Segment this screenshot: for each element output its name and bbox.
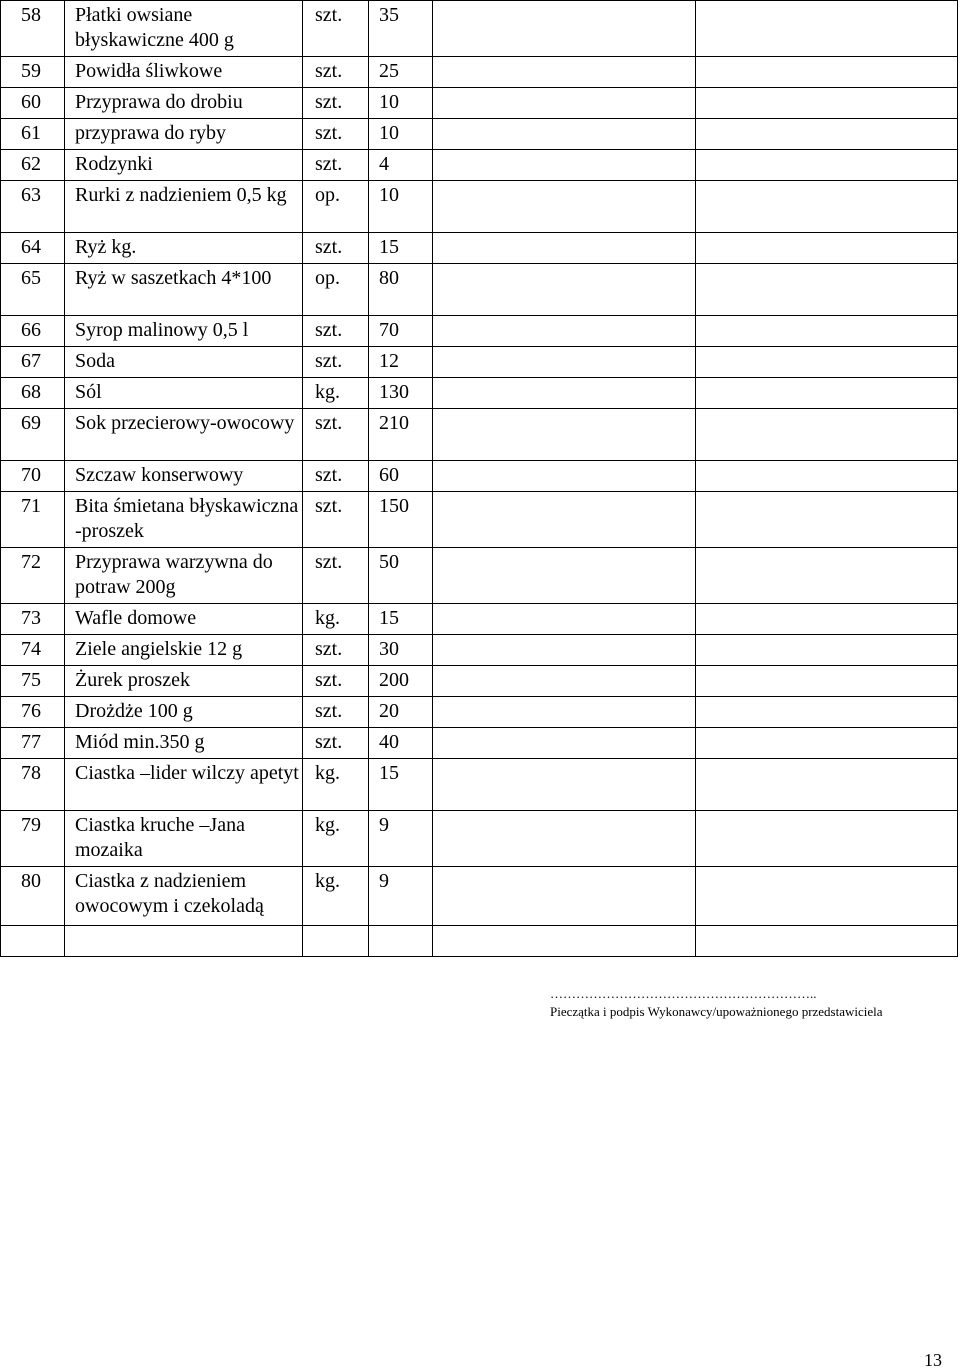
row-number-cell-text: 67 — [21, 350, 41, 372]
row-number-cell — [1, 347, 65, 378]
quantity-cell-text: 12 — [379, 350, 399, 372]
empty-value-cell — [696, 119, 958, 150]
quantity-cell — [369, 728, 433, 759]
signature-dots: …………………………………………………….. — [550, 986, 817, 1001]
empty-price-cell — [433, 759, 696, 811]
quantity-cell-text: 150 — [379, 495, 409, 517]
quantity-cell-text: 50 — [379, 551, 399, 573]
quantity-cell — [369, 181, 433, 233]
empty-value-cell — [696, 1, 958, 57]
empty-price-cell — [433, 233, 696, 264]
unit-cell — [303, 264, 369, 316]
empty-price-cell — [433, 150, 696, 181]
product-name-cell — [65, 378, 303, 409]
quantity-cell-text: 60 — [379, 464, 399, 486]
unit-cell — [303, 728, 369, 759]
empty-price-cell — [433, 461, 696, 492]
quantity-cell — [369, 409, 433, 461]
empty-cell — [433, 926, 696, 957]
product-name-cell — [65, 492, 303, 548]
table-row — [1, 378, 958, 409]
product-name-cell — [65, 316, 303, 347]
unit-cell-text: kg. — [315, 762, 340, 784]
row-number-cell-text: 74 — [21, 638, 41, 660]
row-number-cell-text: 71 — [21, 495, 41, 517]
quantity-cell — [369, 119, 433, 150]
product-name-cell — [65, 604, 303, 635]
table-row — [1, 88, 958, 119]
empty-price-cell — [433, 728, 696, 759]
row-number-cell-text: 75 — [21, 669, 41, 691]
product-name-cell — [65, 233, 303, 264]
row-number-cell-text: 78 — [21, 762, 41, 784]
product-name-cell — [65, 181, 303, 233]
row-number-cell — [1, 548, 65, 604]
table-row — [1, 728, 958, 759]
empty-value-cell — [696, 264, 958, 316]
row-number-cell-text: 63 — [21, 184, 41, 206]
row-number-cell — [1, 233, 65, 264]
product-name-cell — [65, 548, 303, 604]
empty-price-cell — [433, 181, 696, 233]
empty-price-cell — [433, 492, 696, 548]
quantity-cell-text: 20 — [379, 700, 399, 722]
quantity-cell — [369, 378, 433, 409]
empty-price-cell — [433, 409, 696, 461]
empty-price-cell — [433, 1, 696, 57]
empty-value-cell — [696, 409, 958, 461]
table-row — [1, 181, 958, 233]
row-number-cell — [1, 316, 65, 347]
product-name-cell-text: przyprawa do ryby — [75, 122, 227, 144]
unit-cell-text: szt. — [315, 91, 343, 113]
row-number-cell — [1, 181, 65, 233]
empty-price-cell — [433, 867, 696, 926]
product-name-cell-text: Sok przecierowy-owocowy — [75, 412, 295, 434]
quantity-cell — [369, 347, 433, 378]
row-number-cell-text: 60 — [21, 91, 41, 113]
empty-table-row — [1, 926, 958, 957]
quantity-cell — [369, 57, 433, 88]
empty-price-cell — [433, 378, 696, 409]
product-name-cell-text: Ziele angielskie 12 g — [75, 638, 243, 660]
empty-value-cell — [696, 635, 958, 666]
quantity-cell-text: 10 — [379, 184, 399, 206]
unit-cell — [303, 461, 369, 492]
quantity-cell — [369, 604, 433, 635]
signature-block — [550, 986, 930, 1020]
row-number-cell-text: 80 — [21, 870, 41, 892]
unit-cell-text: kg. — [315, 814, 340, 836]
unit-cell-text: szt. — [315, 669, 343, 691]
unit-cell-text: szt. — [315, 60, 343, 82]
row-number-cell-text: 58 — [21, 4, 41, 26]
empty-value-cell — [696, 181, 958, 233]
product-name-cell — [65, 759, 303, 811]
empty-price-cell — [433, 264, 696, 316]
quantity-cell — [369, 1, 433, 57]
empty-price-cell — [433, 604, 696, 635]
empty-value-cell — [696, 233, 958, 264]
product-table-body — [1, 1, 958, 957]
quantity-cell-text: 15 — [379, 607, 399, 629]
table-row — [1, 697, 958, 728]
row-number-cell — [1, 461, 65, 492]
row-number-cell-text: 76 — [21, 700, 41, 722]
row-number-cell-text: 62 — [21, 153, 41, 175]
unit-cell — [303, 867, 369, 926]
row-number-cell-text: 64 — [21, 236, 41, 258]
empty-value-cell — [696, 150, 958, 181]
page-number: 13 — [924, 1350, 942, 1370]
empty-price-cell — [433, 811, 696, 867]
unit-cell — [303, 548, 369, 604]
unit-cell-text: szt. — [315, 350, 343, 372]
product-name-cell — [65, 635, 303, 666]
unit-cell-text: szt. — [315, 319, 343, 341]
product-name-cell — [65, 264, 303, 316]
empty-value-cell — [696, 378, 958, 409]
empty-value-cell — [696, 57, 958, 88]
empty-cell — [1, 926, 65, 957]
quantity-cell-text: 30 — [379, 638, 399, 660]
unit-cell — [303, 347, 369, 378]
quantity-cell-text: 10 — [379, 122, 399, 144]
product-name-cell-text: Przyprawa do drobiu — [75, 91, 243, 113]
product-name-cell — [65, 119, 303, 150]
quantity-cell-text: 210 — [379, 412, 409, 434]
unit-cell-text: op. — [315, 184, 340, 206]
table-row — [1, 347, 958, 378]
table-row — [1, 666, 958, 697]
row-number-cell-text: 73 — [21, 607, 41, 629]
product-name-cell — [65, 461, 303, 492]
row-number-cell — [1, 604, 65, 635]
quantity-cell-text: 200 — [379, 669, 409, 691]
unit-cell-text: szt. — [315, 638, 343, 660]
quantity-cell-text: 9 — [379, 870, 389, 892]
empty-price-cell — [433, 57, 696, 88]
row-number-cell — [1, 728, 65, 759]
row-number-cell-text: 68 — [21, 381, 41, 403]
product-name-cell-text: Ryż w saszetkach 4*100 — [75, 267, 272, 289]
table-row — [1, 150, 958, 181]
product-name-cell-text: Soda — [75, 350, 115, 372]
table-row — [1, 409, 958, 461]
empty-value-cell — [696, 461, 958, 492]
unit-cell-text: szt. — [315, 731, 343, 753]
row-number-cell — [1, 697, 65, 728]
quantity-cell — [369, 811, 433, 867]
product-name-cell — [65, 88, 303, 119]
unit-cell-text: szt. — [315, 464, 343, 486]
unit-cell — [303, 316, 369, 347]
quantity-cell-text: 40 — [379, 731, 399, 753]
empty-cell — [303, 926, 369, 957]
row-number-cell-text: 61 — [21, 122, 41, 144]
table-row — [1, 316, 958, 347]
unit-cell — [303, 119, 369, 150]
unit-cell — [303, 88, 369, 119]
unit-cell — [303, 759, 369, 811]
empty-value-cell — [696, 492, 958, 548]
empty-value-cell — [696, 316, 958, 347]
quantity-cell-text: 25 — [379, 60, 399, 82]
quantity-cell — [369, 233, 433, 264]
product-name-cell — [65, 150, 303, 181]
empty-price-cell — [433, 635, 696, 666]
quantity-cell-text: 80 — [379, 267, 399, 289]
product-name-cell — [65, 1, 303, 57]
product-name-cell-text: Bita śmietana błyskawiczna -proszek — [75, 495, 299, 542]
empty-cell — [696, 926, 958, 957]
row-number-cell — [1, 811, 65, 867]
table-row — [1, 811, 958, 867]
row-number-cell-text: 69 — [21, 412, 41, 434]
unit-cell — [303, 150, 369, 181]
empty-value-cell — [696, 697, 958, 728]
product-name-cell-text: Drożdże 100 g — [75, 700, 193, 722]
product-name-cell — [65, 666, 303, 697]
empty-value-cell — [696, 604, 958, 635]
product-name-cell-text: Żurek proszek — [75, 669, 190, 691]
quantity-cell — [369, 548, 433, 604]
table-row — [1, 635, 958, 666]
quantity-cell — [369, 88, 433, 119]
empty-price-cell — [433, 347, 696, 378]
empty-price-cell — [433, 697, 696, 728]
product-name-cell-text: Wafle domowe — [75, 607, 197, 629]
table-row — [1, 867, 958, 926]
row-number-cell — [1, 409, 65, 461]
table-row — [1, 1, 958, 57]
row-number-cell-text: 79 — [21, 814, 41, 836]
unit-cell — [303, 635, 369, 666]
unit-cell — [303, 604, 369, 635]
quantity-cell — [369, 697, 433, 728]
product-name-cell-text: Rodzynki — [75, 153, 153, 175]
empty-price-cell — [433, 548, 696, 604]
table-row — [1, 548, 958, 604]
table-row — [1, 759, 958, 811]
table-row — [1, 461, 958, 492]
quantity-cell — [369, 150, 433, 181]
product-name-cell-text: Rurki z nadzieniem 0,5 kg — [75, 184, 287, 206]
unit-cell — [303, 378, 369, 409]
row-number-cell — [1, 150, 65, 181]
unit-cell-text: kg. — [315, 381, 340, 403]
empty-value-cell — [696, 867, 958, 926]
unit-cell-text: szt. — [315, 236, 343, 258]
quantity-cell-text: 10 — [379, 91, 399, 113]
unit-cell — [303, 233, 369, 264]
unit-cell-text: szt. — [315, 700, 343, 722]
unit-cell — [303, 181, 369, 233]
product-name-cell — [65, 57, 303, 88]
empty-cell — [369, 926, 433, 957]
unit-cell-text: szt. — [315, 4, 343, 26]
empty-value-cell — [696, 88, 958, 119]
row-number-cell — [1, 119, 65, 150]
product-name-cell — [65, 867, 303, 926]
product-name-cell-text: Przyprawa warzywna do potraw 200g — [75, 551, 273, 598]
unit-cell — [303, 811, 369, 867]
unit-cell-text: szt. — [315, 495, 343, 517]
row-number-cell — [1, 88, 65, 119]
empty-price-cell — [433, 316, 696, 347]
signature-caption: Pieczątka i podpis Wykonawcy/upoważnionego przedstawiciela — [550, 1004, 883, 1019]
quantity-cell-text: 4 — [379, 153, 389, 175]
unit-cell-text: op. — [315, 267, 340, 289]
quantity-cell-text: 9 — [379, 814, 389, 836]
quantity-cell — [369, 666, 433, 697]
product-name-cell-text: Ryż kg. — [75, 236, 137, 258]
table-row — [1, 264, 958, 316]
unit-cell-text: szt. — [315, 153, 343, 175]
row-number-cell — [1, 1, 65, 57]
row-number-cell-text: 72 — [21, 551, 41, 573]
table-row — [1, 604, 958, 635]
unit-cell — [303, 57, 369, 88]
row-number-cell-text: 77 — [21, 731, 41, 753]
unit-cell-text: szt. — [315, 412, 343, 434]
quantity-cell-text: 15 — [379, 236, 399, 258]
empty-value-cell — [696, 759, 958, 811]
unit-cell-text: kg. — [315, 607, 340, 629]
quantity-cell — [369, 867, 433, 926]
empty-value-cell — [696, 666, 958, 697]
empty-value-cell — [696, 347, 958, 378]
quantity-cell — [369, 316, 433, 347]
unit-cell — [303, 697, 369, 728]
empty-cell — [65, 926, 303, 957]
row-number-cell — [1, 666, 65, 697]
row-number-cell — [1, 378, 65, 409]
empty-price-cell — [433, 119, 696, 150]
table-row — [1, 119, 958, 150]
unit-cell — [303, 492, 369, 548]
product-name-cell-text: Płatki owsiane błyskawiczne 400 g — [75, 4, 234, 51]
row-number-cell-text: 66 — [21, 319, 41, 341]
empty-value-cell — [696, 548, 958, 604]
row-number-cell — [1, 264, 65, 316]
row-number-cell — [1, 492, 65, 548]
quantity-cell — [369, 759, 433, 811]
quantity-cell — [369, 461, 433, 492]
quantity-cell-text: 70 — [379, 319, 399, 341]
row-number-cell-text: 65 — [21, 267, 41, 289]
row-number-cell-text: 59 — [21, 60, 41, 82]
unit-cell — [303, 409, 369, 461]
row-number-cell — [1, 57, 65, 88]
unit-cell — [303, 1, 369, 57]
product-name-cell-text: Miód min.350 g — [75, 731, 205, 753]
quantity-cell-text: 35 — [379, 4, 399, 26]
product-name-cell-text: Ciastka –lider wilczy apetyt — [75, 762, 299, 784]
unit-cell-text: kg. — [315, 870, 340, 892]
row-number-cell — [1, 635, 65, 666]
table-row — [1, 492, 958, 548]
row-number-cell-text: 70 — [21, 464, 41, 486]
product-name-cell-text: Ciastka z nadzieniem owocowym i czekoladą — [75, 870, 264, 917]
product-name-cell-text: Szczaw konserwowy — [75, 464, 244, 486]
unit-cell — [303, 666, 369, 697]
row-number-cell — [1, 867, 65, 926]
product-name-cell-text: Syrop malinowy 0,5 l — [75, 319, 249, 341]
empty-price-cell — [433, 88, 696, 119]
product-name-cell — [65, 728, 303, 759]
product-name-cell — [65, 697, 303, 728]
product-name-cell — [65, 811, 303, 867]
quantity-cell — [369, 635, 433, 666]
product-name-cell-text: Powidła śliwkowe — [75, 60, 223, 82]
product-name-cell-text: Sól — [75, 381, 102, 403]
product-name-cell-text: Ciastka kruche –Jana mozaika — [75, 814, 245, 861]
table-row — [1, 233, 958, 264]
table-row — [1, 57, 958, 88]
quantity-cell-text: 130 — [379, 381, 409, 403]
quantity-cell — [369, 264, 433, 316]
unit-cell-text: szt. — [315, 122, 343, 144]
empty-value-cell — [696, 728, 958, 759]
quantity-cell — [369, 492, 433, 548]
unit-cell-text: szt. — [315, 551, 343, 573]
empty-value-cell — [696, 811, 958, 867]
product-name-cell — [65, 347, 303, 378]
quantity-cell-text: 15 — [379, 762, 399, 784]
empty-price-cell — [433, 666, 696, 697]
product-name-cell — [65, 409, 303, 461]
row-number-cell — [1, 759, 65, 811]
